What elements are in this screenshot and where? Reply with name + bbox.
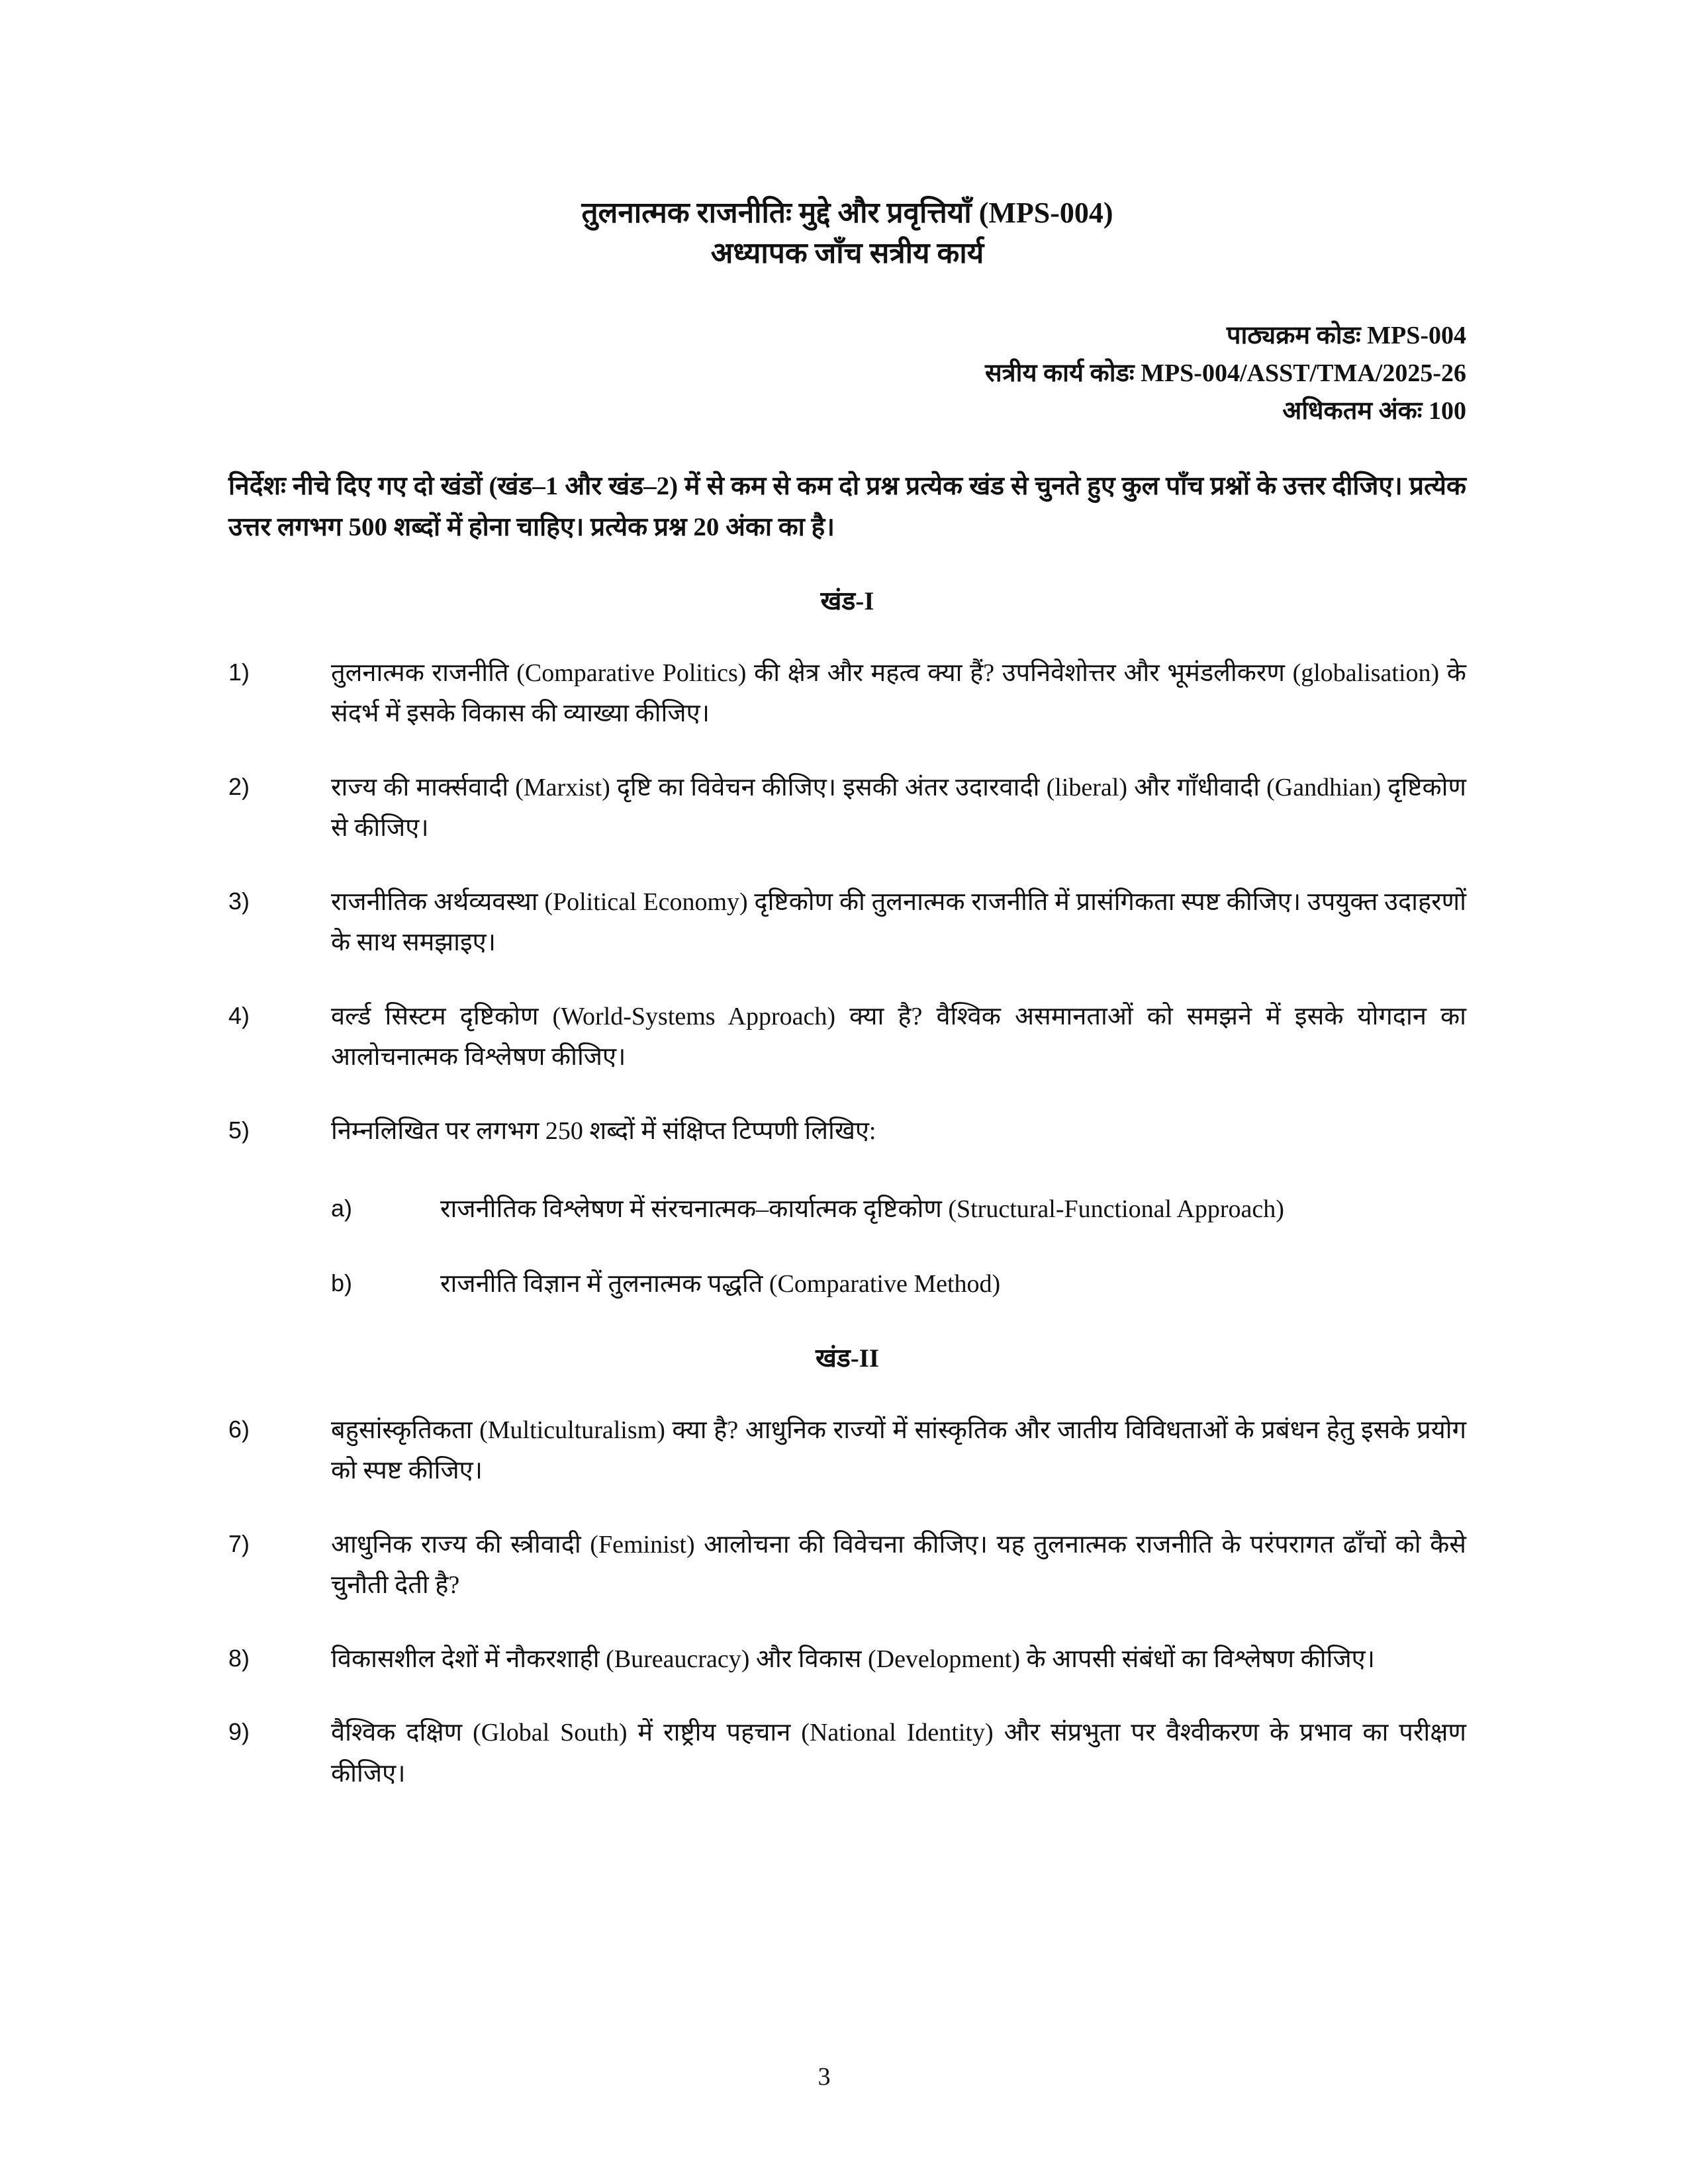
- question-item: [228, 1713, 1466, 1794]
- section: [228, 582, 1466, 1305]
- question-text: निम्नलिखित पर लगभग 250 शब्दों में संक्षिप्त टिप्पणी लिखिए:: [331, 1117, 876, 1146]
- question-body: [331, 1410, 1466, 1492]
- question-text: वैश्विक दक्षिण (Global South) में राष्ट्रीय पहचान (National Identity) और संप्रभुता पर वैश्वीकरण के प्रभाव का परीक्षण कीजिए।: [331, 1719, 1466, 1788]
- question-item: [228, 882, 1466, 964]
- title-line-2: अध्यापक जाँच सत्रीय कार्य: [710, 236, 984, 269]
- question-subitem: [331, 1264, 1466, 1305]
- question-number: 6): [228, 1415, 250, 1443]
- subitem-letter: a): [331, 1194, 353, 1222]
- page-number: 3: [818, 2063, 831, 2091]
- question-item: [228, 997, 1466, 1078]
- question-item: [228, 1525, 1466, 1606]
- question-item: [228, 1410, 1466, 1492]
- question-text: तुलनात्मक राजनीति (Comparative Politics) की क्षेत्र और महत्व क्या हैं? उपनिवेशोत्तर और भूमंडलीकरण (globalisation) के संदर्भ में इसके विकास की व्याख्या कीजिए।: [331, 659, 1466, 728]
- question-number: 7): [228, 1529, 250, 1557]
- section: [228, 1340, 1466, 1795]
- question-text: विकासशील देशों में नौकरशाही (Bureaucracy) और विकास (Development) के आपसी संबंधों का विश्लेषण कीजिए।: [331, 1645, 1376, 1673]
- course-code: पाठ्यक्रम कोडः MPS-004: [1226, 322, 1466, 350]
- question-item: [228, 1639, 1466, 1680]
- question-number: 8): [228, 1644, 250, 1672]
- question-body: [331, 768, 1466, 849]
- question-body: [331, 1713, 1466, 1794]
- title-line-1: तुलनात्मक राजनीतिः मुद्दे और प्रवृत्तियाँ (MPS-004): [581, 197, 1113, 229]
- question-number: 2): [228, 772, 250, 800]
- question-text: वर्ल्ड सिस्टम दृष्टिकोण (World-Systems Approach) क्या है? वैश्विक असमानताओं को समझने में इसके योगदान का आलोचनात्मक विश्लेषण कीजिए।: [331, 1002, 1466, 1071]
- question-number: 3): [228, 887, 250, 915]
- subitem-letter: b): [331, 1269, 353, 1297]
- question-body: [331, 882, 1466, 964]
- question-text: राज्य की मार्क्सवादी (Marxist) दृष्टि का विवेचन कीजिए। इसकी अंतर उदारवादी (liberal) और गाँधीवादी (Gandhian) दृष्टिकोण से कीजिए।: [331, 773, 1466, 842]
- question-body: [331, 1111, 1466, 1305]
- header-meta: [228, 317, 1466, 430]
- questions-list: [228, 1410, 1466, 1795]
- question-text: आधुनिक राज्य की स्त्रीवादी (Feminist) आलोचना की विवेचना कीजिए। यह तुलनात्मक राजनीति के परंपरागत ढाँचों को कैसे चुनौती देती है?: [331, 1530, 1466, 1600]
- question-subitem: [331, 1189, 1466, 1230]
- section-heading: खंड-II: [815, 1343, 880, 1373]
- instructions-paragraph: निर्देशः नीचे दिए गए दो खंडों (खंड–1 और खंड–2) में से कम से कम दो प्रश्न प्रत्येक खंड से चुनते हुए कुल पाँच प्रश्नों के उत्तर दीजिए। प्रत्येक उत्तर लगभग 500 शब्दों में होना चाहिए। प्रत्येक प्रश्न 20 अंका का है।: [228, 472, 1466, 542]
- sections-list: [228, 582, 1466, 1795]
- question-number: 9): [228, 1718, 250, 1746]
- question-number: 5): [228, 1116, 250, 1144]
- question-text: राजनीतिक अर्थव्यवस्था (Political Economy) दृष्टिकोण की तुलनात्मक राजनीति में प्रासंगिकता स्पष्ट कीजिए। उपयुक्त उदाहरणों के साथ समझाइए।: [331, 887, 1466, 957]
- max-marks: अधिकतम अंकः 100: [1282, 397, 1466, 426]
- question-item: [228, 768, 1466, 849]
- questions-list: [228, 653, 1466, 1305]
- question-body: [331, 1639, 1466, 1680]
- question-item: [228, 653, 1466, 735]
- question-body: [331, 997, 1466, 1078]
- document-title: [228, 193, 1466, 273]
- question-item: [228, 1111, 1466, 1305]
- section-heading: खंड-I: [820, 586, 874, 615]
- question-body: [331, 1525, 1466, 1606]
- question-number: 1): [228, 658, 250, 686]
- subitem-text: राजनीति विज्ञान में तुलनात्मक पद्धति (Comparative Method): [440, 1270, 1001, 1298]
- question-body: [331, 653, 1466, 735]
- question-number: 4): [228, 1001, 250, 1029]
- assignment-code: सत्रीय कार्य कोडः MPS-004/ASST/TMA/2025-26: [984, 359, 1466, 388]
- question-text: बहुसांस्कृतिकता (Multiculturalism) क्या है? आधुनिक राज्यों में सांस्कृतिक और जातीय विविधताओं के प्रबंधन हेतु इसके प्रयोग को स्पष्ट कीजिए।: [331, 1416, 1466, 1485]
- subitem-text: राजनीतिक विश्लेषण में संरचनात्मक–कार्यात्मक दृष्टिकोण (Structural-Functional Approach): [440, 1195, 1284, 1223]
- subitems-list: [331, 1189, 1466, 1305]
